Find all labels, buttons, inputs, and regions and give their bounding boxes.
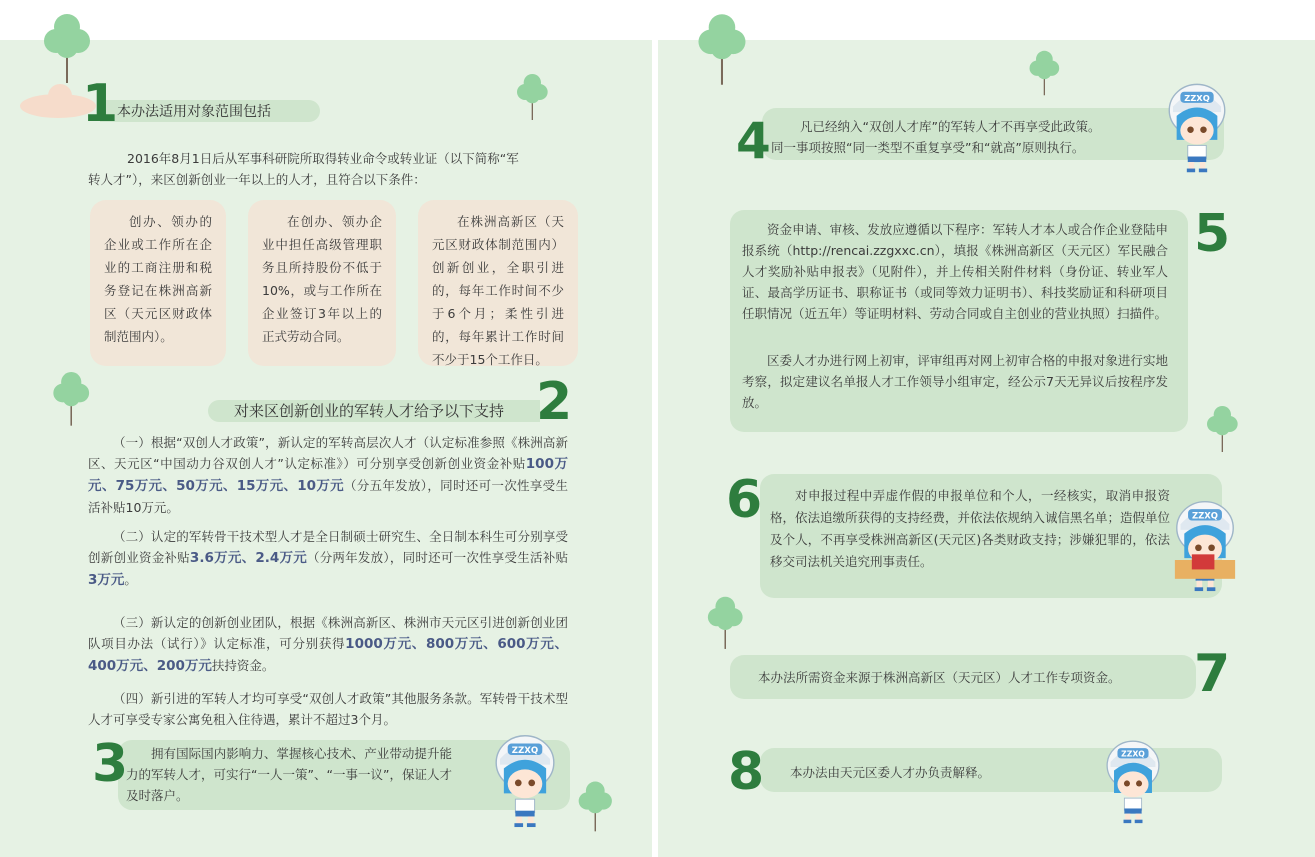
tree-icon: [570, 775, 622, 840]
section1-intro-line2: 转人才”），来区创新创业一年以上的人才，且符合以下条件：: [88, 172, 426, 187]
section5-number: 5: [1194, 204, 1231, 264]
svg-text:ZZXQ: ZZXQ: [511, 746, 539, 757]
svg-text:ZZXQ: ZZXQ: [1121, 749, 1145, 759]
tree-icon: [510, 68, 556, 128]
mascot-icon: [1160, 78, 1234, 174]
mascot-icon: [486, 730, 564, 828]
condition-card-2: 在创办、领办企业中担任高级管理职务且所持股份不低于10%，或与工作所在企业签订3年以上的正式劳动合同。: [248, 200, 396, 366]
support-paragraph-3: （三）新认定的创新创业团队，根据《株洲高新区、株洲市天元区引进创新创业团队项目办法（试行）》认定标准，可分别获得1000万元、800万元、600万元、400万元、200万元扶持资金。: [88, 615, 569, 674]
section2-number: 2: [536, 372, 573, 432]
section5-paragraph-1: 资金申请、审核、发放应遵循以下程序：军转人才本人或合作企业登陆申报系统（http://rencai.zzgxxc.cn），填报《株洲高新区（天元区）军民融合人才奖励补贴申报表》（见附件），并上传相关附件材料（身份证、转业军人证、最高学历证书、职称证书（或同等效力证明书）、科技奖励证和科研项目任职情况（近五年）等证明材料、劳动合同或自主创业的营业执照）扫描件。: [742, 222, 1168, 321]
section6-text: 对申报过程中弄虚作假的申报单位和个人，一经核实，取消申报资格，依法追缴所获得的支持经费，并依法依规纳入诚信黑名单；造假单位及个人，不再享受株洲高新区(天元区)各类财政支持；涉嫌犯罪的，依法移交司法机关追究刑事责任。: [770, 488, 1171, 569]
condition-card-1: 创办、领办的企业或工作所在企业的工商注册和税务登记在株洲高新区（天元区财政体制范围内）。: [90, 200, 226, 366]
section8-text: 本办法由天元区委人才办负责解释。: [790, 765, 991, 780]
section2-heading: 对来区创新创业的军转人才给予以下支持: [234, 402, 505, 420]
tree-icon: [1200, 400, 1246, 460]
section1-number: 1: [82, 74, 119, 134]
condition-card-3: 在株洲高新区（天元区财政体制范围内）创新创业，全职引进的，每年工作时间不少于6个月；柔性引进的，每年累计工作时间不少于15个工作日。: [418, 200, 578, 366]
support-paragraph-1: （一）根据“双创人才政策”，新认定的军转高层次人才（认定标准参照《株洲高新区、天元区“中国动力谷双创人才”认定标准》）可分别享受创新创业资金补贴100万元、75万元、50万元、15万元、10万元（分五年发放），同时还可一次性享受生活补贴10万元。: [88, 435, 568, 515]
section1-heading: 本办法适用对象范围包括: [117, 104, 271, 120]
section7-text: 本办法所需资金来源于株洲高新区（天元区）人才工作专项资金。: [758, 670, 1121, 685]
svg-text:ZZXQ: ZZXQ: [1191, 510, 1219, 521]
section1-intro-line1: 2016年8月1日后从军事科研院所取得转业命令或转业证（以下简称“军: [127, 151, 519, 166]
tree-icon: [46, 365, 98, 435]
section3-number: 3: [92, 734, 129, 794]
section8-number: 8: [728, 742, 765, 802]
mascot-reading-icon: [1166, 496, 1244, 592]
support-paragraph-4: （四）新引进的军转人才均可享受“双创人才政策”其他服务条款。军转骨干技术型人才可享受专家公寓免租入住待遇，累计不超过3个月。: [88, 691, 568, 727]
section5-paragraph-2: 区委人才办进行网上初审，评审组再对网上初审合格的申报对象进行实地考察，拟定建议名单报人才工作领导小组审定，经公示7天无异议后按程序发放。: [742, 353, 1168, 410]
tree-icon: [1022, 45, 1068, 103]
section3-text: 拥有国际国内影响力、掌握核心技术、产业带动提升能力的军转人才，可实行“一人一策”、“一事一议”，保证人才及时落户。: [126, 746, 452, 803]
section6-number: 6: [726, 470, 763, 530]
svg-text:ZZXQ: ZZXQ: [1184, 93, 1210, 104]
mascot-icon: [1098, 736, 1168, 824]
section4-number: 4: [736, 112, 771, 170]
support-paragraph-2: （二）认定的军转骨干技术型人才是全日制硕士研究生、全日制本科生可分别享受创新创业资金补贴3.6万元、2.4万元（分两年发放），同时还可一次性享受生活补贴3万元。: [88, 529, 568, 588]
tree-icon: [690, 5, 756, 97]
section4-line1: 凡已经纳入“双创人才库”的军转人才不再享受此政策。: [800, 119, 1101, 134]
section4-line2: 同一事项按照“同一类型不重复享受”和“就高”原则执行。: [771, 140, 1085, 155]
tree-icon: [700, 590, 752, 658]
section7-number: 7: [1194, 644, 1231, 704]
